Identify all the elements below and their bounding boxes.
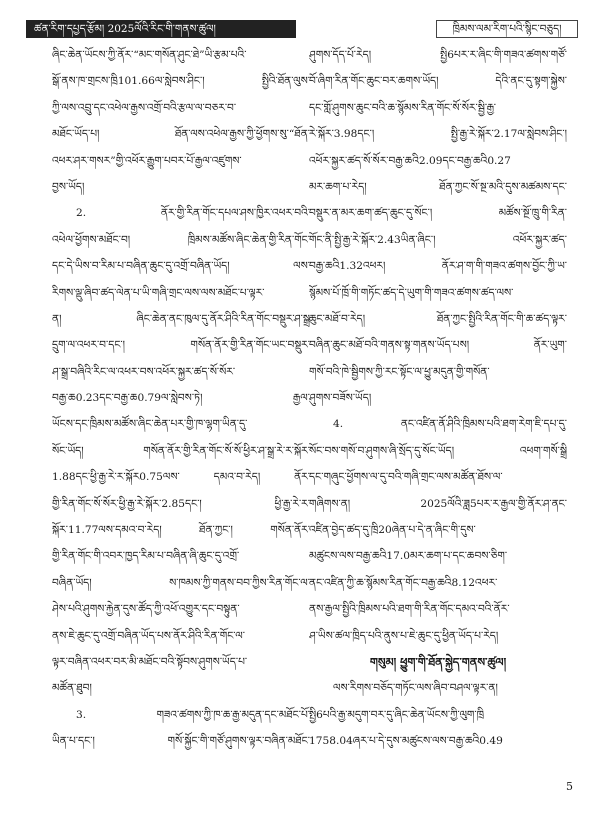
text-line: བསྡུར་ན་མར་ཆག་ཚད་ཆུང་དུ་སོང་། མཚོས་སྔོ་ཁྲུ་གི་རིན་ [309,207,567,220]
text-line: ཤུགས་བཟོས་ཡོད། [309,392,372,405]
text-line: འཕེལ་ཕྱོགས་མཐོང་བ། ཁྲིམས་མཚོས་ཞིང་ཆེན་གྱི་རིན་གོང་ [52,233,310,246]
text-line: ཤ་སྒྲ་བཞིའི་རིང་ལ་འཕར་བས་འཕོར་སྐྱར་ཚད་སོ་སོར་ [52,365,236,378]
text-line: འཕར་ཤར་གསར”གྱི་འཕོར་རྒྱུག་པབར་པོ་རྒྱལ་འཛུགས་ [52,154,242,167]
text-line: རིགས་ལྡུ་ཞིབ་ཚད་ལེན་པ་ཡི་གཞི་གྲང་ལས་ལས་མཐོང་པ་ལྟར་ [52,286,265,299]
text-line: ནས་ཇེ་ཆུང་དུ་འགྲོ་བཞིན་ཡོད་པས་ནོར་ཤིའི་རིན་གོང་ལ་ [52,629,245,642]
text-line: སོང་ཡོད། གསོན་ནོར་གྱི་རིན་གོང་སོ་སོ་ཕྱིར་ཤ་སྒྲ་རེ་ར་སྐོར་ [52,444,310,457]
point-3-start: 3. གཟའ་ཚགས་ཀྱི་ཁ་ཆ་རྒྱ་མདུན་དང་མཐོང་པོ་ [76,708,310,721]
text-line: ཡིན་པ་དང་། གསོ་སྐྱོང་གི་གཙོ་ཤུགས་ལྟར་བཞིན་མཐོང་ [52,735,310,748]
text-line: ཆུང་མཐོ་བ་རེད། ཐོན་ཀྱང་སྤྱིའི་རིན་གོང་གི་ཆ་ཚད་ལྟར་ [309,312,567,325]
text-line: སོང་བས་གསོ་བ་ཤུགས་ཞི་སྲོད་དུ་སོང་ཡོད། འཕག་གསོ་སྒྲི [309,444,567,457]
text-line: བོ་ཞིག་རིན་གོང་ཆུང་བར་ཆགས་ཡོད། དེའི་ནང་དུ་སྟག་སྐྱེས་ [309,75,567,88]
section-title-box: ཁྲིམས་ལམ་རིག་པའི་སྙིང་བཅུད། [436,20,578,38]
text-line: ན། ཞིང་ཆེན་ནང་ཁུལ་དུ་ནོར་ཤིའི་རིན་གོང་བསྡུར་ཤ་སྒྲ [52,312,310,325]
text-line: གོང་ནི་སྤྱི་རྒྱ་རེ་སྐོར་2.43ཡིན་ཞིང་། འཕོར་སྐྱར་ཚད་ [309,233,567,246]
text-line: འཛིན་བྱེད་ཚད་དུ་ཁྲི20ཞེན་པ་དེ་ན་ཞིང་གི་དུས་ [309,524,476,537]
text-line: བྱས་ཡོད། [52,180,85,193]
text-line: གསོ་བའི་ཁེ་སྦྱིགས་ཀྱི་རང་སྟོང་ལ་ཕྱུ་མདུན་གྱི་གསོན་ [309,365,490,378]
journal-title-banner: ཚན་རིག་དཔྱད་རྩོམ། 2025ལོའི་རིང་གི་གནས་ཚུལ། [26,20,296,38]
text-line: གྱི་རིན་གོང་སོ་སོར་ཕྱི་རྒྱ་རེ་སྐོར་2.85དང་། ཕྱི་རྒྱ་རེ་ར་ [52,497,310,510]
text-line: བརྒྱ་ཆའི1.32འཕར། ནོར་ཤ་ག་གི་གཟའ་ཚགས་བྱོང་ཀྱི་ཡ་ [309,260,567,273]
text-line: དང་གློ་ཤུགས་ཆུང་བའི་ཆ་སྙོམས་རིན་གོང་སོ་སོར་སྦྱི་རྒྱ་ [309,101,496,114]
text-line: སྒོ་ནས་ཁ་གྲངས་ཁྲི101.66ལ་སླེབས་ཤིང་། སྤྱིའི་ཐོན་ལུས་ [52,75,310,88]
text-line: མཚུངས་ལས་བརྒྱ་ཆའི17.0མར་ཆག་པ་དང་ཆབས་ཅིག་ [309,550,508,563]
text-line: བཞིན་ཡོད། ས་ཁམས་ཀྱི་གནས་བབ་ཀྱིས་རིན་གོང་ལ་ [52,576,310,589]
text-line: ཀྱི་ལས་འབྲུ་དང་འཕེལ་རྒྱས་འགྲོ་བའི་རྩལ་ལ་བཅར་བ་ [52,101,237,114]
point-4-start: 4. ནང་འཛིན་ནོ་ཤིའི་ཁྲིམས་པའི་ཐག་རེག་ཇི་དཔ་དུ་ [333,418,567,431]
text-line: ཞིང་ཆེན་ཡོངས་ཀྱི་ནོར་“མང་གསོན་ཤུང་ཐེ”ཡི་རྩམ་པའི་ [52,49,247,61]
text-line: ཤེས་པའི་ཤུགས་རྐྱེན་དུས་ཚོད་ཀྱི་འཕོ་འགྱུར་དང་བསྟུན་ [52,603,240,616]
text-line: ཤ་ཡིས་ཚལ་ཁྲིད་པའི་ནུས་པ་ཇེ་ཆུང་དུ་ཕྱིན་ཡོད་པ་རེད། [309,629,499,642]
text-line: མཐོང་ཡོད་པ། ཐོན་ལས་འཕེལ་རྒྱས་ཀྱི་ཕྱོགས་སུ་“ཐོན་ [52,128,310,141]
text-line: 1.88དང་ཕྱི་རྒྱ་རེ་ར་སྐོར0.75ལས་ དམའ་བ་རེད། ནོར་ [52,471,310,484]
text-line: ནང་འཛིན་ཀྱི་ཆ་སྙོམས་རིན་གོང་བརྒྱ་ཆའི8.12འཕར་ [309,576,498,589]
left-column [52,42,310,755]
text-line: སྤྱི6པའི་རྒྱ་མདུག་བར་དུ་ཞིང་ཆེན་ཡོངས་ཀྱི་ལུག་ཁྲི [309,708,485,721]
right-column [309,42,567,755]
text-line: གཞིགས་ན། 2025ལོའི་ཟླ5པར་ར་རྒྱལ་གྱི་ནོར་ཤ་ནང་ [309,497,567,510]
text-line: བརྒྱ་ཆ0.23དང་བརྒྱ་ཆ0.79ལ་སླེབས་ཏེ། རྒྱལ་ [52,392,310,405]
text-line: འཕོར་སྐྱར་ཚད་སོ་སོར་བརྒྱ་ཆའི2.09དང་བརྒྱ་ཆའི0.27 [309,154,511,167]
text-line: མཚོན་ཐུབ། [52,682,92,695]
text-line: དྲུག་ལ་འཕར་བ་དང་། གསོན་ནོར་གྱི་རིན་གོང་ཡང་བསྡུར་ [52,339,310,352]
point-2-start: 2. ནོར་གྱི་རིན་གོང་དཔལ་ཤས་ཁྱིར་འཕར་བའི་ [76,207,310,220]
text-line: དང་གཞུང་ཕྱོགས་ལ་དུ་བའི་གཞི་གྲང་ལས་མཚོན་ཐོས་ལ་ [309,471,503,484]
text-line: རེ་སྐོར་3.98དང་། སྤྱི་རྒྱ་རེ་སྐོར་2.17ལ་སླེབས་ཤིང་། [309,128,567,141]
text-line: མར་ཆག་པ་རེད། ཐོན་ཀྱང་སོ་སྔ་མའི་དུས་མཚམས་དང་ [309,180,567,193]
text-line: ཡོངས་དང་ཁྲིམས་མཚོས་ཞིང་ཆེན་པར་གྱི་ཁ་ལྷག་ཡིན་དུ་ [52,418,248,431]
text-line: སྙོམས་པོ་ཁྲོ་གི་གཏོང་ཚད་དེ་ཡུག་གི་གཟའ་ཚགས་ཚད་ལས་ [309,286,514,299]
page-number: 5 [566,780,573,793]
text-line: ཤུགས་དོད་པོ་རེད། སྤྱི6པར་ར་ཞིང་གི་གཟའ་ཚགས་གཙོ་ [309,49,567,61]
text-line: ལྟར་བཞིན་འཕར་བར་མི་མཐོང་བའི་སྟོབས་ཤུགས་ཡོད་པ་ [52,655,248,668]
text-line: ལས་རིགས་བཅོད་གཏོང་ལས་ཞིབ་བཤལ་ལྟར་ན། [333,682,498,695]
text-line: ནས་རྒྱལ་སྤྱིའི་ཁྲིམས་པའི་ཐག་གི་རིན་གོང་དམའ་བའི་ནོར་ [309,603,510,616]
text-line: 1758.04ཞར་པ་དེ་དུས་མཚུངས་ལས་བརྒྱ་ཆའི0.49 [309,735,503,748]
text-line: སྐོར་11.77ལས་དམའ་བ་རེད། ཐོན་ཀྱང་། གསོན་ནོར་ [52,524,310,537]
text-line: བཞིན་ཆུང་མཐོ་བའི་གནས་སྟ་གནས་ཡོད་པས། ནོར་ཡུག་ [309,339,567,352]
section-heading: གསུམ། ཕྱུག་གི་ཐོན་སྐྱེད་གནས་ཚུལ། [369,654,507,669]
text-line: གྱི་རིན་གོང་གི་འབར་ཁྱད་རིམ་པ་བཞིན་ཞི་ཆུང་དུ་འགྲོ་ [52,550,240,563]
text-line: དང་དེ་ཡིས་བ་རིམ་པ་བཞིན་ཆུང་དུ་འགྲོ་བཞིན་ཡོད། ལས་ [52,260,310,273]
